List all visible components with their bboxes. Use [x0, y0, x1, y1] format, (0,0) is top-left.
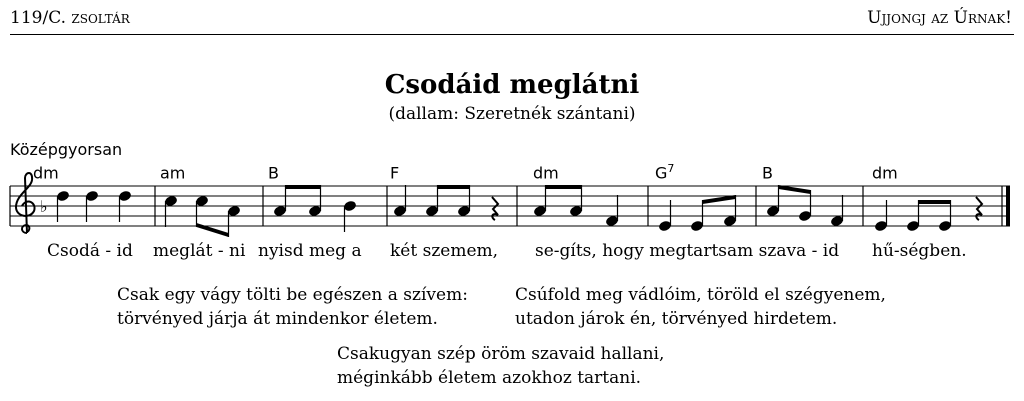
book-title: Ujjongj az Úrnak!: [867, 8, 1012, 28]
verse-line: Csakugyan szép öröm szavaid hallani,: [337, 344, 665, 364]
lyric-syllable: hű-ségben.: [872, 241, 967, 261]
verse-line: méginkább életem azokhoz tartani.: [337, 368, 642, 388]
lyric-syllable: se-gíts, hogy megtartsam szava - id: [535, 241, 840, 261]
note-beam: [546, 185, 582, 189]
song-title: Csodáid meglátni: [384, 70, 640, 100]
song-subtitle: (dallam: Szeretnék szántani): [388, 104, 636, 124]
note-beam: [197, 223, 229, 237]
verse-line: Csak egy vágy tölti be egészen a szívem:: [117, 285, 468, 305]
quarter-rest-icon: [492, 197, 498, 220]
final-barline: [1006, 186, 1010, 226]
verse-line: utadon járok én, törvényed hirdetem.: [515, 309, 838, 329]
chord-symbol: am: [160, 163, 186, 183]
verse-block: [117, 283, 468, 331]
chord-symbol: B: [268, 163, 279, 183]
tempo-marking: Középgyorsan: [10, 140, 123, 159]
psalm-label: C. zsoltár: [48, 8, 130, 28]
verse-line: Csúfold meg vádlóim, töröld el szégyenem,: [515, 285, 886, 305]
note-beam: [438, 185, 470, 189]
psalm-number: 119/: [10, 8, 49, 28]
note-beam: [286, 185, 321, 189]
chord-symbol: B: [762, 163, 773, 183]
chord-symbol: F: [390, 163, 400, 183]
verse-block: [337, 342, 664, 390]
note-beam: [919, 200, 951, 204]
verse-line: törvényed járja át mindenkor életem.: [117, 309, 438, 329]
key-flat-icon: ♭: [40, 197, 48, 216]
lyric-syllable: meglát - ni: [153, 241, 246, 261]
treble-clef-icon: [16, 173, 35, 233]
chord-symbol: dm: [33, 163, 59, 183]
chord-symbol: $G^7$: [655, 162, 675, 183]
verse-block: [515, 283, 886, 331]
chord-symbol: dm: [872, 163, 898, 183]
lyric-syllable: két szemem,: [390, 241, 499, 261]
lyric-syllable: Csodá - id: [47, 241, 133, 261]
lyric-syllable: nyisd meg a: [258, 241, 362, 261]
chord-symbol: dm: [533, 163, 559, 183]
quarter-rest-icon: [976, 197, 982, 220]
